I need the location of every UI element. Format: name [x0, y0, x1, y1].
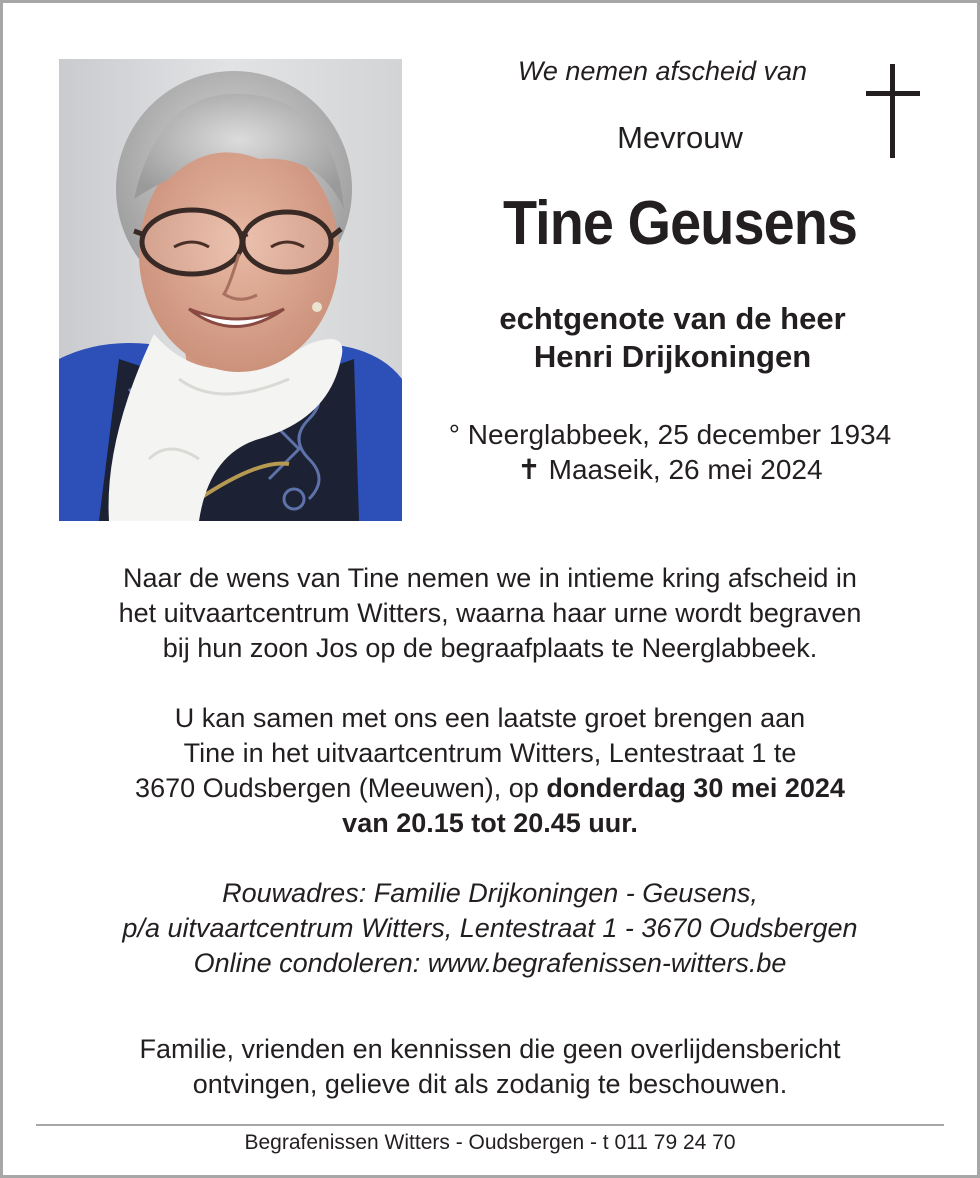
paragraph-line: het uitvaartcentrum Witters, waarna haar urne wordt begraven [118, 598, 862, 628]
visitation-time: van 20.15 tot 20.45 uur. [342, 808, 638, 838]
deceased-name: Tine Geusens [502, 189, 858, 258]
mourning-address [40, 876, 940, 981]
dates-block [420, 417, 920, 487]
paragraph-line: Rouwadres: Familie Drijkoningen - Geusens, [222, 878, 758, 908]
spouse-block [420, 300, 925, 376]
closing-paragraph [40, 1032, 940, 1102]
paragraph-line: bij hun zoon Jos op de begraafplaats te Neerglabbeek. [162, 633, 818, 663]
paragraph-line: U kan samen met ons een laatste groet brengen aan [174, 703, 806, 733]
paragraph-line: p/a uitvaartcentrum Witters, Lentestraat 1 - 3670 Oudsbergen [122, 913, 858, 943]
footer-text: Begrafenissen Witters - Oudsbergen - t 011 79 24 70 [244, 1131, 736, 1154]
spouse-line-2: Henri Drijkoningen [533, 339, 812, 374]
intro-text: We nemen afscheid van [517, 56, 808, 86]
paragraph-line: Naar de wens van Tine nemen we in intieme kring afscheid in [123, 563, 857, 593]
spouse-line-1: echtgenote van de heer [499, 301, 846, 336]
condolence-link[interactable]: Online condoleren: www.begrafenissen-witters.be [193, 948, 787, 978]
honorific: Mevrouw [617, 120, 743, 155]
paragraph-line: Familie, vrienden en kennissen die geen overlijdensbericht [139, 1034, 841, 1064]
portrait-photo [59, 59, 402, 521]
death-date: ✝ Maaseik, 26 mei 2024 [517, 454, 823, 485]
footer-divider [36, 1124, 944, 1126]
paragraph-line [40, 771, 940, 806]
paragraph-line: ontvingen, gelieve dit als zodanig te beschouwen. [192, 1069, 788, 1099]
paragraph-text: 3670 Oudsbergen (Meeuwen), op [135, 773, 547, 803]
birth-date: ° Neerglabbeek, 25 december 1934 [448, 419, 892, 450]
farewell-paragraph [40, 561, 940, 666]
visitation-paragraph [40, 701, 940, 841]
paragraph-line: Tine in het uitvaartcentrum Witters, Lentestraat 1 te [183, 738, 797, 768]
visitation-date: donderdag 30 mei 2024 [546, 773, 845, 803]
